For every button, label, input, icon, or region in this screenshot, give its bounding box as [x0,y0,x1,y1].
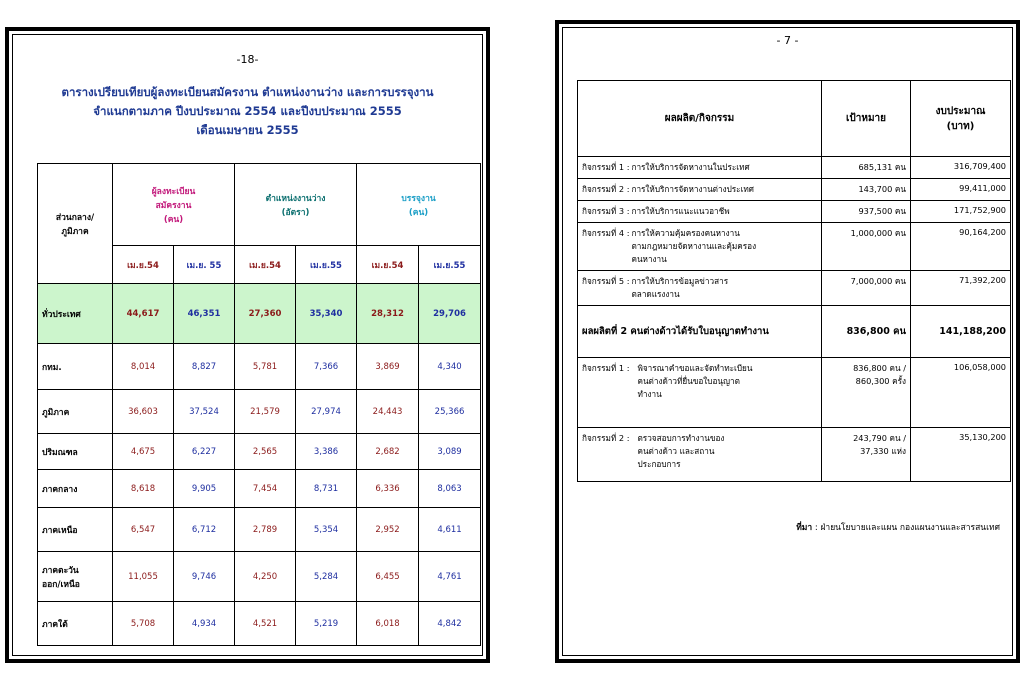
activity-text: การให้ความคุ้มครองคนหางาน ตามกฎหมายจัดหางานและคุ้มครอง คนหางาน [631,228,757,264]
cell: 6,712 [174,508,235,552]
cell: 3,869 [357,344,419,390]
table-row [578,271,1011,306]
cell: 27,974 [296,390,357,434]
cell: 5,219 [296,602,357,646]
cell: 6,455 [357,552,419,602]
budget-cell: 99,411,000 [911,179,1011,201]
subheader: เม.ย.55 [419,246,481,284]
target-cell: 836,800 คน / 860,300 ครั้ง [822,358,911,428]
cell: 36,603 [113,390,174,434]
row-label: ภาคตะวัน ออก/เหนือ [38,552,113,602]
cell: 35,340 [296,284,357,344]
right-page-inner-border [562,27,1013,656]
cell: 9,905 [174,470,235,508]
left-page [5,27,490,663]
cell: 24,443 [357,390,419,434]
source-label: ที่มา [796,523,813,533]
table-row [38,284,481,344]
cell: 11,055 [113,552,174,602]
target-cell: 243,790 คน / 37,330 แห่ง [822,428,911,482]
cell: 2,789 [235,508,296,552]
table-row [578,358,1011,428]
cell: 4,611 [419,508,481,552]
activity-prefix: กิจกรรมที่ 5 : [582,276,630,286]
row-label: กทม. [38,344,113,390]
table-row [38,434,481,470]
budget-cell: 71,392,200 [911,271,1011,306]
header-target: เป้าหมาย [822,81,911,157]
budget-table [577,80,1011,482]
cell: 3,386 [296,434,357,470]
cell: 8,014 [113,344,174,390]
table-row [578,179,1011,201]
cell: 4,340 [419,344,481,390]
comparison-table [37,163,481,646]
activity-text: การให้บริการจัดหางานต่างประเทศ [631,184,754,194]
right-page [555,20,1020,663]
cell: 6,227 [174,434,235,470]
cell: 6,547 [113,508,174,552]
cell: 4,842 [419,602,481,646]
target-cell: 143,700 คน [822,179,911,201]
cell: 37,524 [174,390,235,434]
table-row [578,201,1011,223]
cell: 28,312 [357,284,419,344]
cell: 4,250 [235,552,296,602]
target-cell: 685,131 คน [822,157,911,179]
cell: 4,675 [113,434,174,470]
header-registered: ผู้ลงทะเบียน สมัครงาน (คน) [113,164,235,246]
activity-prefix: กิจกรรมที่ 2 : [582,184,630,194]
cell: 9,746 [174,552,235,602]
target-cell: 937,500 คน [822,201,911,223]
cell: 44,617 [113,284,174,344]
row-label: ภาคกลาง [38,470,113,508]
row-label: ภูมิภาค [38,390,113,434]
cell: 2,682 [357,434,419,470]
product-target: 836,800 คน [822,306,911,358]
product-budget: 141,188,200 [911,306,1011,358]
cell: 6,336 [357,470,419,508]
subheader: เม.ย.54 [357,246,419,284]
cell: 5,284 [296,552,357,602]
table-row [38,344,481,390]
cell: 5,708 [113,602,174,646]
cell: 4,521 [235,602,296,646]
activity-text: พิจารณาคำขอและจัดทำทะเบียน คนต่างด้าวที่ยื่นขอใบอนุญาต ทำงาน [637,363,753,399]
left-title-line-2: จำแนกตามภาค ปีงบประมาณ 2554 และปีงบประมาณ 2555 [93,104,402,118]
cell: 8,827 [174,344,235,390]
cell: 4,934 [174,602,235,646]
budget-cell: 90,164,200 [911,223,1011,271]
cell: 25,366 [419,390,481,434]
left-title-line-3: เดือนเมษายน 2555 [196,123,299,137]
header-region: ส่วนกลาง/ ภูมิภาค [38,164,113,284]
budget-cell: 35,130,200 [911,428,1011,482]
header-budget: งบประมาณ (บาท) [911,81,1011,157]
activity-prefix: กิจกรรมที่ 4 : [582,228,630,238]
cell: 27,360 [235,284,296,344]
source-note [796,520,1000,534]
table-row [38,508,481,552]
header-placement: บรรจุงาน (คน) [357,164,481,246]
product-row [578,306,1011,358]
left-page-inner-border [12,34,483,656]
table-row [578,223,1011,271]
activity-text: การให้บริการแนะแนวอาชีพ [631,206,730,216]
cell: 2,952 [357,508,419,552]
cell: 3,089 [419,434,481,470]
cell: 5,781 [235,344,296,390]
activity-prefix: กิจกรรมที่ 2 : [582,433,630,443]
table-row [578,428,1011,482]
activity-text: การให้บริการจัดหางานในประเทศ [631,162,750,172]
left-title-line-1: ตารางเปรียบเทียบผู้ลงทะเบียนสมัครงาน ตำแหน่งงานว่าง และการบรรจุงาน [61,85,434,99]
table-row [38,390,481,434]
cell: 4,761 [419,552,481,602]
subheader: เม.ย.54 [113,246,174,284]
cell: 21,579 [235,390,296,434]
cell: 7,366 [296,344,357,390]
subheader: เม.ย.55 [296,246,357,284]
header-vacancies: ตำแหน่งงานว่าง (อัตรา) [235,164,357,246]
activity-prefix: กิจกรรมที่ 1 : [582,363,630,373]
cell: 7,454 [235,470,296,508]
activity-prefix: กิจกรรมที่ 1 : [582,162,630,172]
subheader: เม.ย.54 [235,246,296,284]
activity-text: การให้บริการข้อมูลข่าวสาร ตลาดแรงงาน [631,276,729,299]
header-output: ผลผลิต/กิจกรรม [578,81,822,157]
subheader: เม.ย. 55 [174,246,235,284]
row-label: ปริมณฑล [38,434,113,470]
table-row [38,470,481,508]
cell: 6,018 [357,602,419,646]
target-cell: 7,000,000 คน [822,271,911,306]
cell: 2,565 [235,434,296,470]
cell: 8,618 [113,470,174,508]
budget-cell: 316,709,400 [911,157,1011,179]
table-row [38,552,481,602]
table-row [578,157,1011,179]
product-label: ผลผลิตที่ 2 คนต่างด้าวได้รับใบอนุญาตทำงาน [578,306,822,358]
cell: 8,063 [419,470,481,508]
row-label: ทั่วประเทศ [38,284,113,344]
left-title [13,83,482,140]
target-cell: 1,000,000 คน [822,223,911,271]
cell: 29,706 [419,284,481,344]
cell: 46,351 [174,284,235,344]
table-row [38,602,481,646]
activity-text: ตรวจสอบการทำงานของ คนต่างด้าว และสถาน ประกอบการ [637,433,725,469]
activity-prefix: กิจกรรมที่ 3 : [582,206,630,216]
row-label: ภาคใต้ [38,602,113,646]
cell: 8,731 [296,470,357,508]
source-text: : ฝ่ายนโยบายและแผน กองแผนงานและสารสนเทศ [812,523,1000,533]
cell: 5,354 [296,508,357,552]
budget-cell: 106,058,000 [911,358,1011,428]
row-label: ภาคเหนือ [38,508,113,552]
left-page-number: -18- [236,53,259,66]
right-page-number: - 7 - [776,34,799,47]
budget-cell: 171,752,900 [911,201,1011,223]
